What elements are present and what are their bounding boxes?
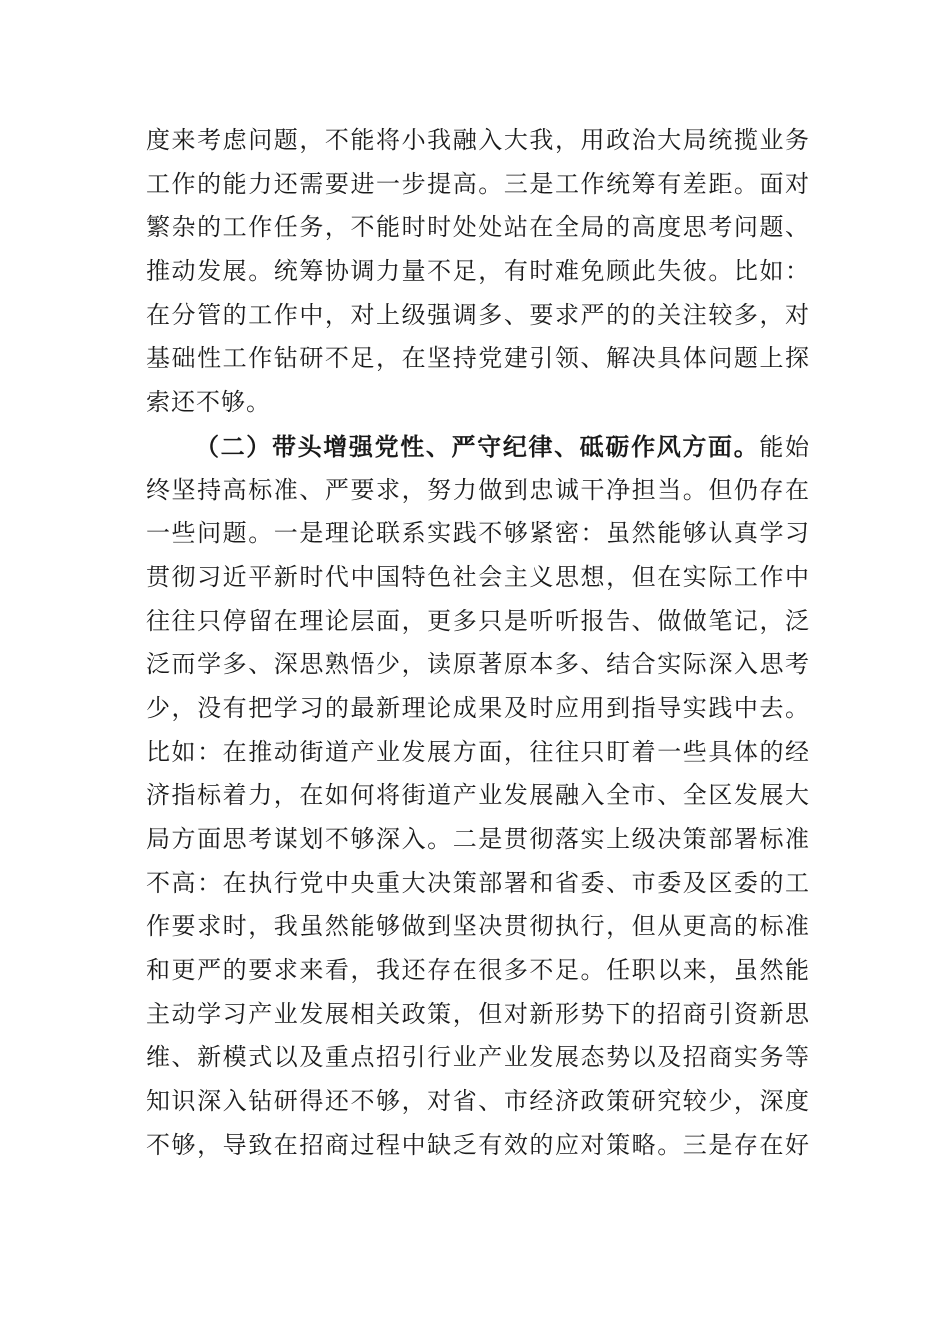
text-line: 济指标着力，在如何将街道产业发展融入全市、全区发展大 (146, 781, 810, 810)
text-line: 工作的能力还需要进一步提高。三是工作统筹有差距。面对 (146, 169, 810, 198)
heading-line-rest: 能始 (759, 432, 811, 461)
text-line: 往往只停留在理论层面，更多只是听听报告、做做笔记，泛 (146, 606, 810, 635)
paragraph-1 (146, 119, 810, 425)
text-line: 不够，导致在招商过程中缺乏有效的应对策略。三是存在好 (146, 1130, 810, 1159)
paragraph-2 (146, 425, 810, 1168)
text-line: 比如：在推动街道产业发展方面，往往只盯着一些具体的经 (146, 737, 810, 766)
text-line: 基础性工作钻研不足，在坚持党建引领、解决具体问题上探 (146, 344, 810, 373)
section-heading-line (146, 425, 810, 469)
text-line: 作要求时，我虽然能够做到坚决贯彻执行，但从更高的标准 (146, 912, 810, 941)
text-line: 度来考虑问题，不能将小我融入大我，用政治大局统揽业务 (146, 126, 810, 154)
text-line: 繁杂的工作任务，不能时时处处站在全局的高度思考问题、 (146, 213, 810, 242)
section-heading: （二）带头增强党性、严守纪律、砥砺作风方面。 (195, 431, 760, 461)
text-line: 终坚持高标准、严要求，努力做到忠诚干净担当。但仍存在 (146, 475, 810, 504)
text-line: 泛而学多、深思熟悟少，读原著原本多、结合实际深入思考 (146, 650, 810, 679)
text-line: 不高：在执行党中央重大决策部署和省委、市委及区委的工 (146, 868, 810, 897)
text-line: 少，没有把学习的最新理论成果及时应用到指导实践中去。 (146, 693, 810, 722)
text-line: 维、新模式以及重点招引行业产业发展态势以及招商实务等 (146, 1043, 810, 1072)
text-line: 在分管的工作中，对上级强调多、要求严的的关注较多，对 (146, 300, 810, 329)
text-line: 一些问题。一是理论联系实践不够紧密：虽然能够认真学习 (146, 519, 810, 548)
text-line: 贯彻习近平新时代中国特色社会主义思想，但在实际工作中 (146, 562, 810, 591)
text-line: 主动学习产业发展相关政策，但对新形势下的招商引资新思 (146, 999, 810, 1028)
text-line: 局方面思考谋划不够深入。二是贯彻落实上级决策部署标准 (146, 825, 810, 853)
text-line: 和更严的要求来看，我还存在很多不足。任职以来，虽然能 (146, 956, 810, 985)
text-line: 推动发展。统筹协调力量不足，有时难免顾此失彼。比如： (146, 257, 810, 286)
text-line: 知识深入钻研得还不够，对省、市经济政策研究较少，深度 (146, 1087, 810, 1116)
text-line: 索还不够。 (146, 388, 271, 417)
body-text (146, 119, 810, 1168)
